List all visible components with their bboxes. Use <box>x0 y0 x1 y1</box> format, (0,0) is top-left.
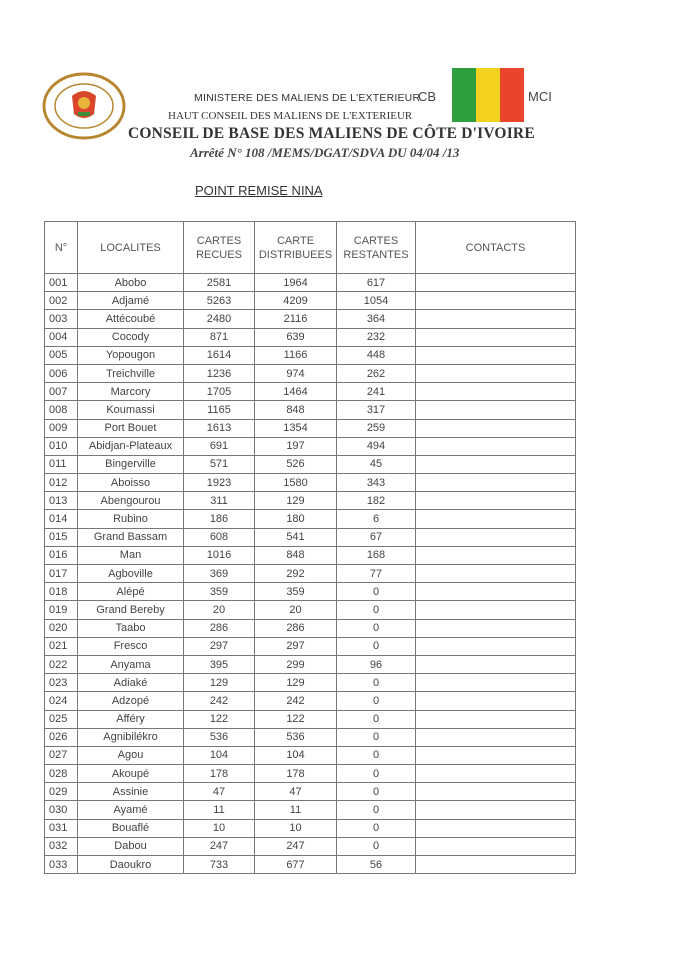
header-recues: CARTES RECUES <box>184 222 255 274</box>
contacts-cell <box>416 401 576 419</box>
cartes-restantes-cell: 0 <box>337 601 416 619</box>
cartes-recues-cell: 47 <box>184 783 255 801</box>
row-number-cell: 033 <box>45 856 78 874</box>
cartes-restantes-cell: 6 <box>337 510 416 528</box>
cartes-restantes-cell: 262 <box>337 364 416 382</box>
cartes-restantes-cell: 343 <box>337 474 416 492</box>
cartes-recues-cell: 871 <box>184 328 255 346</box>
table-row <box>45 364 576 382</box>
cartes-distribuees-cell: 20 <box>255 601 337 619</box>
table-row <box>45 528 576 546</box>
cartes-recues-cell: 11 <box>184 801 255 819</box>
row-number-cell: 004 <box>45 328 78 346</box>
cartes-recues-cell: 20 <box>184 601 255 619</box>
row-number-cell: 020 <box>45 619 78 637</box>
cartes-distribuees-cell: 677 <box>255 856 337 874</box>
cartes-restantes-cell: 0 <box>337 710 416 728</box>
localite-cell: Fresco <box>78 637 184 655</box>
cartes-distribuees-cell: 1964 <box>255 274 337 292</box>
contacts-cell <box>416 819 576 837</box>
row-number-cell: 011 <box>45 455 78 473</box>
contacts-cell <box>416 746 576 764</box>
localite-cell: Grand Bassam <box>78 528 184 546</box>
cartes-recues-cell: 733 <box>184 856 255 874</box>
cartes-distribuees-cell: 292 <box>255 565 337 583</box>
contacts-cell <box>416 801 576 819</box>
row-number-cell: 006 <box>45 364 78 382</box>
cartes-restantes-cell: 0 <box>337 819 416 837</box>
cartes-distribuees-cell: 1166 <box>255 346 337 364</box>
localite-cell: Yopougon <box>78 346 184 364</box>
nina-table <box>44 221 576 874</box>
row-number-cell: 012 <box>45 474 78 492</box>
cartes-distribuees-cell: 526 <box>255 455 337 473</box>
row-number-cell: 008 <box>45 401 78 419</box>
localite-cell: Bingerville <box>78 455 184 473</box>
cartes-distribuees-cell: 180 <box>255 510 337 528</box>
cartes-restantes-cell: 259 <box>337 419 416 437</box>
localite-cell: Anyama <box>78 655 184 673</box>
localite-cell: Akoupé <box>78 765 184 783</box>
cartes-distribuees-cell: 848 <box>255 401 337 419</box>
cartes-restantes-cell: 56 <box>337 856 416 874</box>
header-distribuees: CARTE DISTRIBUEES <box>255 222 337 274</box>
table-row <box>45 419 576 437</box>
row-number-cell: 015 <box>45 528 78 546</box>
table-row <box>45 274 576 292</box>
mali-flag <box>452 68 524 122</box>
cartes-distribuees-cell: 536 <box>255 728 337 746</box>
cartes-restantes-cell: 1054 <box>337 292 416 310</box>
localite-cell: Rubino <box>78 510 184 528</box>
cb-label: CB <box>418 89 437 104</box>
localite-cell: Bouaflé <box>78 819 184 837</box>
mci-label: MCI <box>528 89 552 104</box>
table-row <box>45 492 576 510</box>
localite-cell: Daoukro <box>78 856 184 874</box>
contacts-cell <box>416 437 576 455</box>
cartes-recues-cell: 369 <box>184 565 255 583</box>
cartes-recues-cell: 286 <box>184 619 255 637</box>
contacts-cell <box>416 528 576 546</box>
table-row <box>45 801 576 819</box>
cartes-restantes-cell: 317 <box>337 401 416 419</box>
row-number-cell: 019 <box>45 601 78 619</box>
contacts-cell <box>416 419 576 437</box>
table-row <box>45 637 576 655</box>
row-number-cell: 025 <box>45 710 78 728</box>
cartes-recues-cell: 186 <box>184 510 255 528</box>
cartes-recues-cell: 122 <box>184 710 255 728</box>
cartes-restantes-cell: 168 <box>337 546 416 564</box>
row-number-cell: 030 <box>45 801 78 819</box>
cartes-recues-cell: 571 <box>184 455 255 473</box>
table-row <box>45 383 576 401</box>
localite-cell: Adiaké <box>78 674 184 692</box>
cartes-recues-cell: 5263 <box>184 292 255 310</box>
cartes-restantes-cell: 0 <box>337 692 416 710</box>
table-row <box>45 710 576 728</box>
row-number-cell: 024 <box>45 692 78 710</box>
table-row <box>45 583 576 601</box>
localite-cell: Koumassi <box>78 401 184 419</box>
cartes-distribuees-cell: 197 <box>255 437 337 455</box>
table-row <box>45 346 576 364</box>
cartes-recues-cell: 536 <box>184 728 255 746</box>
cartes-recues-cell: 1613 <box>184 419 255 437</box>
cartes-distribuees-cell: 129 <box>255 674 337 692</box>
contacts-cell <box>416 328 576 346</box>
localite-cell: Afféry <box>78 710 184 728</box>
cartes-recues-cell: 297 <box>184 637 255 655</box>
header-restantes: CARTES RESTANTES <box>337 222 416 274</box>
row-number-cell: 021 <box>45 637 78 655</box>
cartes-restantes-cell: 448 <box>337 346 416 364</box>
table-row <box>45 310 576 328</box>
cartes-recues-cell: 178 <box>184 765 255 783</box>
cartes-recues-cell: 1165 <box>184 401 255 419</box>
header-localite: LOCALITES <box>78 222 184 274</box>
table-row <box>45 401 576 419</box>
table-row <box>45 692 576 710</box>
contacts-cell <box>416 728 576 746</box>
cartes-distribuees-cell: 297 <box>255 637 337 655</box>
cartes-distribuees-cell: 848 <box>255 546 337 564</box>
localite-cell: Man <box>78 546 184 564</box>
localite-cell: Grand Bereby <box>78 601 184 619</box>
cartes-distribuees-cell: 104 <box>255 746 337 764</box>
contacts-cell <box>416 619 576 637</box>
cartes-distribuees-cell: 247 <box>255 837 337 855</box>
conseil-title: CONSEIL DE BASE DES MALIENS DE CÔTE D'IVOIRE <box>128 125 535 142</box>
table-row <box>45 746 576 764</box>
conseil-seal-logo <box>42 72 126 140</box>
cartes-restantes-cell: 232 <box>337 328 416 346</box>
row-number-cell: 029 <box>45 783 78 801</box>
cartes-recues-cell: 395 <box>184 655 255 673</box>
cartes-recues-cell: 359 <box>184 583 255 601</box>
row-number-cell: 031 <box>45 819 78 837</box>
cartes-distribuees-cell: 299 <box>255 655 337 673</box>
table-row <box>45 292 576 310</box>
ministere-label: MINISTERE DES MALIENS DE L'EXTERIEUR <box>194 92 421 104</box>
localite-cell: Taabo <box>78 619 184 637</box>
table-row <box>45 783 576 801</box>
cartes-restantes-cell: 77 <box>337 565 416 583</box>
row-number-cell: 013 <box>45 492 78 510</box>
localite-cell: Assinie <box>78 783 184 801</box>
cartes-distribuees-cell: 1354 <box>255 419 337 437</box>
contacts-cell <box>416 274 576 292</box>
cartes-recues-cell: 104 <box>184 746 255 764</box>
cartes-restantes-cell: 0 <box>337 783 416 801</box>
row-number-cell: 014 <box>45 510 78 528</box>
cartes-recues-cell: 608 <box>184 528 255 546</box>
table-row <box>45 601 576 619</box>
cartes-distribuees-cell: 47 <box>255 783 337 801</box>
cartes-recues-cell: 10 <box>184 819 255 837</box>
cartes-distribuees-cell: 974 <box>255 364 337 382</box>
contacts-cell <box>416 601 576 619</box>
localite-cell: Attécoubé <box>78 310 184 328</box>
cartes-restantes-cell: 364 <box>337 310 416 328</box>
localite-cell: Port Bouet <box>78 419 184 437</box>
row-number-cell: 003 <box>45 310 78 328</box>
cartes-recues-cell: 1016 <box>184 546 255 564</box>
row-number-cell: 001 <box>45 274 78 292</box>
localite-cell: Dabou <box>78 837 184 855</box>
localite-cell: Abengourou <box>78 492 184 510</box>
cartes-distribuees-cell: 1464 <box>255 383 337 401</box>
table-row <box>45 565 576 583</box>
row-number-cell: 032 <box>45 837 78 855</box>
contacts-cell <box>416 674 576 692</box>
cartes-recues-cell: 691 <box>184 437 255 455</box>
contacts-cell <box>416 765 576 783</box>
cartes-restantes-cell: 96 <box>337 655 416 673</box>
cartes-recues-cell: 247 <box>184 837 255 855</box>
cartes-restantes-cell: 67 <box>337 528 416 546</box>
cartes-recues-cell: 1705 <box>184 383 255 401</box>
row-number-cell: 022 <box>45 655 78 673</box>
cartes-recues-cell: 2480 <box>184 310 255 328</box>
cartes-distribuees-cell: 4209 <box>255 292 337 310</box>
cartes-recues-cell: 311 <box>184 492 255 510</box>
cartes-restantes-cell: 0 <box>337 837 416 855</box>
contacts-cell <box>416 710 576 728</box>
table-row <box>45 328 576 346</box>
cartes-distribuees-cell: 10 <box>255 819 337 837</box>
arrete-reference: Arrêté N° 108 /MEMS/DGAT/SDVA DU 04/04 /13 <box>190 145 460 160</box>
localite-cell: Cocody <box>78 328 184 346</box>
row-number-cell: 023 <box>45 674 78 692</box>
document-title: POINT REMISE NINA <box>195 183 323 198</box>
contacts-cell <box>416 583 576 601</box>
cartes-distribuees-cell: 1580 <box>255 474 337 492</box>
contacts-cell <box>416 510 576 528</box>
cartes-distribuees-cell: 2116 <box>255 310 337 328</box>
header-num: N° <box>45 222 78 274</box>
cartes-distribuees-cell: 178 <box>255 765 337 783</box>
row-number-cell: 027 <box>45 746 78 764</box>
localite-cell: Agou <box>78 746 184 764</box>
contacts-cell <box>416 565 576 583</box>
localite-cell: Agnibilékro <box>78 728 184 746</box>
cartes-restantes-cell: 0 <box>337 674 416 692</box>
contacts-cell <box>416 783 576 801</box>
localite-cell: Adzopé <box>78 692 184 710</box>
contacts-cell <box>416 364 576 382</box>
contacts-cell <box>416 856 576 874</box>
contacts-cell <box>416 292 576 310</box>
cartes-distribuees-cell: 242 <box>255 692 337 710</box>
table-row <box>45 437 576 455</box>
localite-cell: Aboisso <box>78 474 184 492</box>
table-row <box>45 856 576 874</box>
cartes-recues-cell: 1923 <box>184 474 255 492</box>
row-number-cell: 007 <box>45 383 78 401</box>
table-header-row <box>45 222 576 274</box>
cartes-restantes-cell: 0 <box>337 619 416 637</box>
table-row <box>45 510 576 528</box>
cartes-recues-cell: 1236 <box>184 364 255 382</box>
haut-conseil-label: HAUT CONSEIL DES MALIENS DE L'EXTERIEUR <box>168 110 413 122</box>
table-row <box>45 474 576 492</box>
contacts-cell <box>416 837 576 855</box>
cartes-distribuees-cell: 129 <box>255 492 337 510</box>
contacts-cell <box>416 346 576 364</box>
cartes-distribuees-cell: 11 <box>255 801 337 819</box>
row-number-cell: 017 <box>45 565 78 583</box>
row-number-cell: 005 <box>45 346 78 364</box>
cartes-restantes-cell: 617 <box>337 274 416 292</box>
cartes-recues-cell: 1614 <box>184 346 255 364</box>
localite-cell: Marcory <box>78 383 184 401</box>
contacts-cell <box>416 383 576 401</box>
contacts-cell <box>416 310 576 328</box>
cartes-distribuees-cell: 541 <box>255 528 337 546</box>
localite-cell: Treichville <box>78 364 184 382</box>
contacts-cell <box>416 492 576 510</box>
table-row <box>45 728 576 746</box>
localite-cell: Abidjan-Plateaux <box>78 437 184 455</box>
row-number-cell: 010 <box>45 437 78 455</box>
row-number-cell: 009 <box>45 419 78 437</box>
cartes-distribuees-cell: 122 <box>255 710 337 728</box>
row-number-cell: 018 <box>45 583 78 601</box>
table-row <box>45 674 576 692</box>
header-contacts: CONTACTS <box>416 222 576 274</box>
table-row <box>45 546 576 564</box>
row-number-cell: 026 <box>45 728 78 746</box>
contacts-cell <box>416 474 576 492</box>
cartes-restantes-cell: 494 <box>337 437 416 455</box>
localite-cell: Adjamé <box>78 292 184 310</box>
table-row <box>45 455 576 473</box>
cartes-restantes-cell: 45 <box>337 455 416 473</box>
cartes-distribuees-cell: 286 <box>255 619 337 637</box>
row-number-cell: 002 <box>45 292 78 310</box>
contacts-cell <box>416 455 576 473</box>
localite-cell: Ayamé <box>78 801 184 819</box>
contacts-cell <box>416 692 576 710</box>
localite-cell: Alépé <box>78 583 184 601</box>
cartes-restantes-cell: 0 <box>337 728 416 746</box>
cartes-restantes-cell: 241 <box>337 383 416 401</box>
table-row <box>45 655 576 673</box>
contacts-cell <box>416 637 576 655</box>
localite-cell: Agboville <box>78 565 184 583</box>
table-row <box>45 765 576 783</box>
table-row <box>45 837 576 855</box>
cartes-restantes-cell: 182 <box>337 492 416 510</box>
row-number-cell: 016 <box>45 546 78 564</box>
cartes-recues-cell: 129 <box>184 674 255 692</box>
cartes-restantes-cell: 0 <box>337 746 416 764</box>
cartes-restantes-cell: 0 <box>337 583 416 601</box>
localite-cell: Abobo <box>78 274 184 292</box>
row-number-cell: 028 <box>45 765 78 783</box>
cartes-recues-cell: 2581 <box>184 274 255 292</box>
table-row <box>45 819 576 837</box>
contacts-cell <box>416 655 576 673</box>
cartes-restantes-cell: 0 <box>337 637 416 655</box>
cartes-distribuees-cell: 359 <box>255 583 337 601</box>
contacts-cell <box>416 546 576 564</box>
table-row <box>45 619 576 637</box>
cartes-distribuees-cell: 639 <box>255 328 337 346</box>
cartes-restantes-cell: 0 <box>337 801 416 819</box>
cartes-restantes-cell: 0 <box>337 765 416 783</box>
cartes-recues-cell: 242 <box>184 692 255 710</box>
